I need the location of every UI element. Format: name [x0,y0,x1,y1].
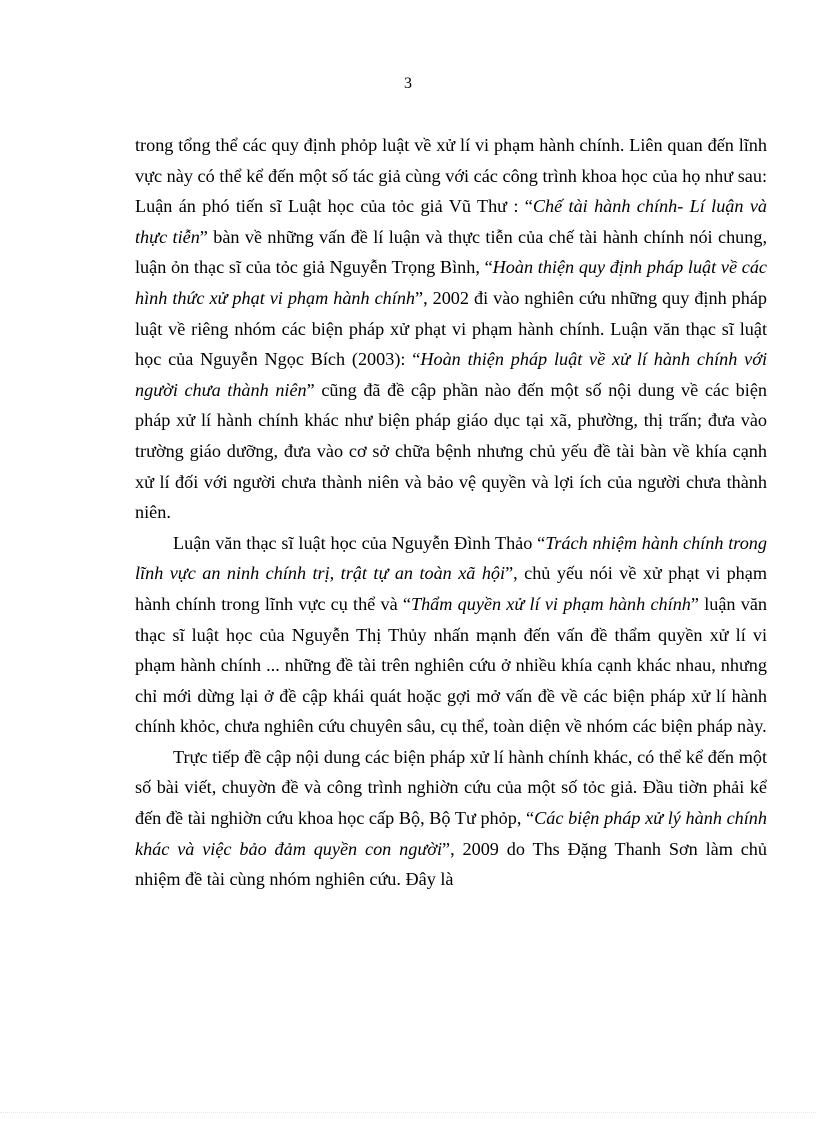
text-segment: ”, 2009 do Ths Đặng Thanh Sơn làm chủ nhiệm đề tài cùng nhóm nghiên cứu. Đây là [135,838,767,890]
text-segment: ” bàn về những vấn đề lí luận và thực tiễn của chế tài hành chính nói chung, luận ỏn thạc sĩ của tỏc giả Nguyễn Trọng Bình, “ [135,226,767,278]
italic-title-segment: Trách nhiệm hành chính trong lĩnh vực an ninh chính trị, trật tự an toàn xã hội [135,532,767,584]
italic-title-segment: Các biện pháp xử lý hành chính khác và việc bảo đảm quyền con người [135,808,767,859]
italic-title-segment: Chế tài hành chính- Lí luận và thực tiễn [135,196,767,247]
body-text [135,130,767,895]
paragraph-literature-review-2 [135,528,767,742]
text-segment: ”, chủ yếu nói về xử phạt vi phạm hành chính trong lĩnh vực cụ thể và “ [135,563,767,614]
paragraph-literature-review-3 [135,742,767,895]
text-segment: ” luận văn thạc sĩ luật học của Nguyễn Thị Thủy nhấn mạnh đến vấn đề thẩm quyền xử lí vi phạm hành chính ... những đề tài trên nghiên cứu ở nhiều khía cạnh khác nhau, nhưng chỉ mới dừng lại ở đề cập khái quát hoặc gợi mở vấn đề về các biện pháp xử lí hành chính khỏc, chưa nghiên cứu chuyên sâu, cụ thể, toàn diện về nhóm các biện pháp này. [135,593,768,737]
text-segment: ” cũng đã đề cập phần nào đến một số nội dung về các biện pháp xử lí hành chính khác như biện pháp giáo dục tại xã, phường, thị trấn; đưa vào trường giáo dưỡng, đưa vào cơ sở chữa bệnh nhưng chủ yếu đề tài bàn về khía cạnh xử lí đối với người chưa thành niên và bảo vệ quyền và lợi ích của người chưa thành niên. [135,379,767,523]
italic-title-segment: Thẩm quyền xử lí vi phạm hành chính [410,593,691,614]
text-segment: Luận văn thạc sĩ luật học của Nguyễn Đình Thảo “ [173,532,546,553]
italic-title-segment: Hoàn thiện pháp luật về xử lí hành chính với người chưa thành niên [135,349,767,400]
page-number: 3 [404,75,412,92]
italic-title-segment: Hoàn thiện quy định pháp luật về các hình thức xử phạt vi phạm hành chính [135,257,767,308]
text-segment: ”, 2002 đi vào nghiên cứu những quy định pháp luật về riêng nhóm các biện pháp xử phạt vi phạm hành chính. Luận văn thạc sĩ luật học của Nguyễn Ngọc Bích (2003): “ [135,287,767,370]
paragraph-literature-review-1 [135,130,767,528]
text-segment: trong tổng thể các quy định phỏp luật về xử lí vi phạm hành chính. Liên quan đến lĩnh vực này có thể kể đến một số tác giả cùng với các công trình khoa học của họ như sau: Luận án phó tiến sĩ Luật học của tỏc giả Vũ Thư : “ [135,135,767,217]
text-segment: Trực tiếp đề cập nội dung các biện pháp xử lí hành chính khác, có thể kể đến một số bài viết, chuyờn đề và công trình nghiờn cứu của một số tỏc giả. Đầu tiờn phải kể đến đề tài nghiờn cứu khoa học cấp Bộ, Bộ Tư phỏp, “ [135,746,767,829]
page-bottom-divider [0,1112,816,1113]
